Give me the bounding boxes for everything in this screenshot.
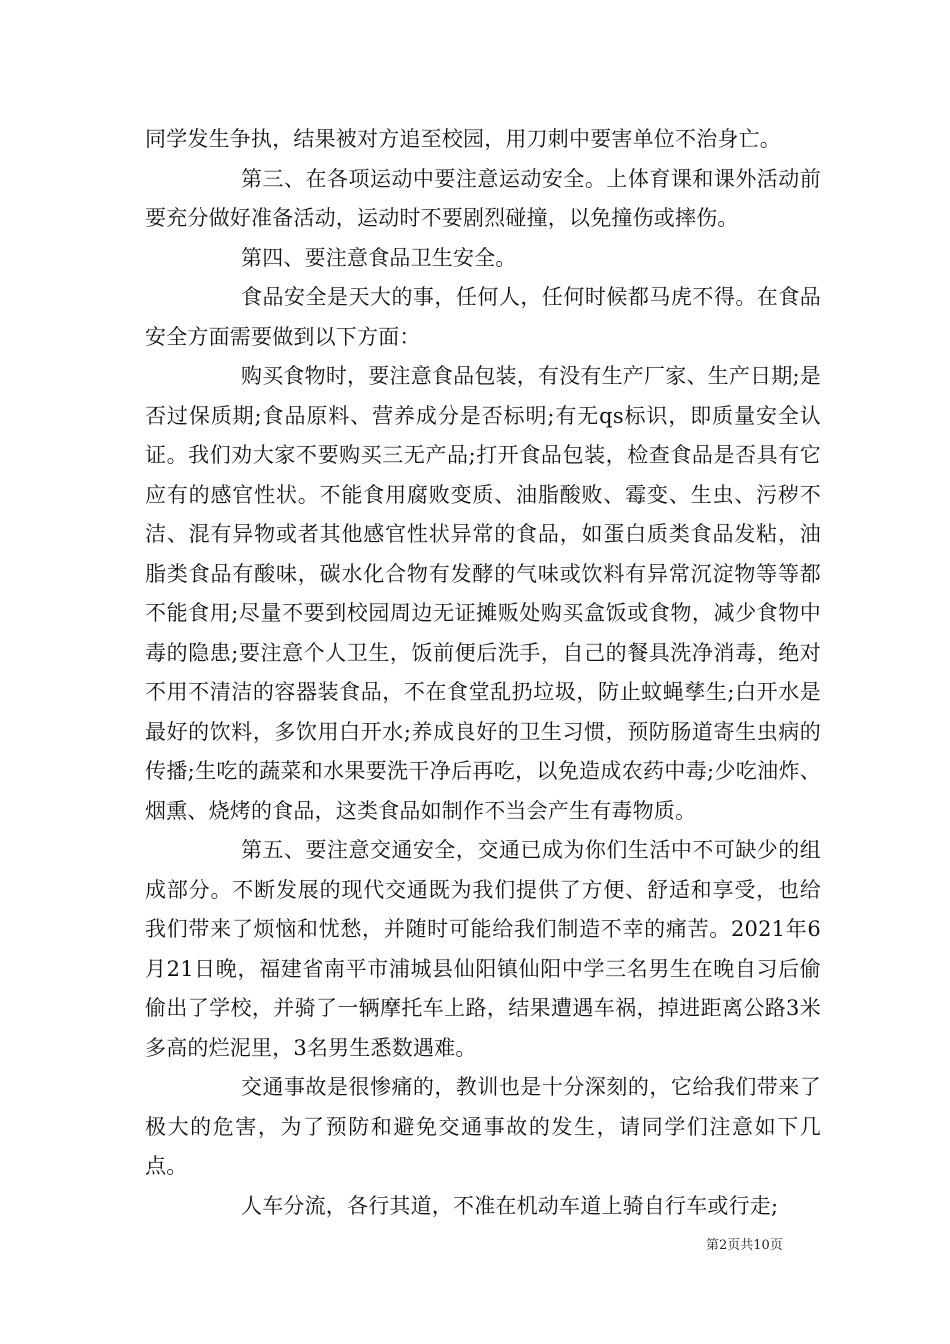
paragraph-5: 购买食物时，要注意食品包装，有没有生产厂家、生产日期;是否过保质期;食品原料、营养成分是否标明;有无qs标识，即质量安全认证。我们劝大家不要购买三无产品;打开食品包装，检查食品是否具有它应有的感官性状。不能食用腐败变质、油脂酸败、霉变、生虫、污秽不洁、混有异物或者其他感官性状异常的食品，如蛋白质类食品发粘，油脂类食品有酸味，碳水化合物有发酵的气味或饮料有异常沉淀物等等都不能食用;尽量不要到校园周边无证摊贩处购买盒饭或食物，减少食物中毒的隐患;要注意个人卫生，饭前便后洗手，自己的餐具洗净消毒，绝对不用不清洁的容器装食品，不在食堂乱扔垃圾，防止蚊蝇孳生;白开水是最好的饮料，多饮用白开水;养成良好的卫生习惯，预防肠道寄生虫病的传播;生吃的蔬菜和水果要洗干净后再吃，以免造成农药中毒;少吃油炸、烟熏、烧烤的食品，这类食品如制作不当会产生有毒物质。 xyxy=(145,364,821,823)
page-number-footer: 第2页共10页 xyxy=(706,1238,783,1253)
paragraph-8: 人车分流，各行其道，不准在机动车道上骑自行车或行走; xyxy=(241,1193,779,1218)
paragraph-1: 同学发生争执，结果被对方追至校园，用刀刺中要害单位不治身亡。 xyxy=(145,127,781,151)
paragraph-2: 第三、在各项运动中要注意运动安全。上体育课和课外活动前要充分做好准备活动，运动时不要剧烈碰撞，以免撞伤或摔伤。 xyxy=(145,166,821,230)
document-body xyxy=(145,120,821,1226)
paragraph-3: 第四、要注意食品卫生安全。 xyxy=(241,245,517,270)
paragraph-4: 食品安全是天大的事，任何人，任何时候都马虎不得。在食品安全方面需要做到以下方面： xyxy=(145,285,821,349)
paragraph-6: 第五、要注意交通安全，交通已成为你们生活中不可缺少的组成部分。不断发展的现代交通既为我们提供了方便、舒适和享受，也给我们带来了烦恼和忧愁，并随时可能给我们制造不幸的痛苦。2021年6月21日晚，福建省南平市浦城县仙阳镇仙阳中学三名男生在晚自习后偷偷出了学校，并骑了一辆摩托车上路，结果遭遇车祸，掉进距离公路3米多高的烂泥里，3名男生悉数遇难。 xyxy=(145,838,821,1060)
paragraph-7: 交通事故是很惨痛的，教训也是十分深刻的，它给我们带来了极大的危害，为了预防和避免交通事故的发生，请同学们注意如下几点。 xyxy=(145,1075,821,1178)
